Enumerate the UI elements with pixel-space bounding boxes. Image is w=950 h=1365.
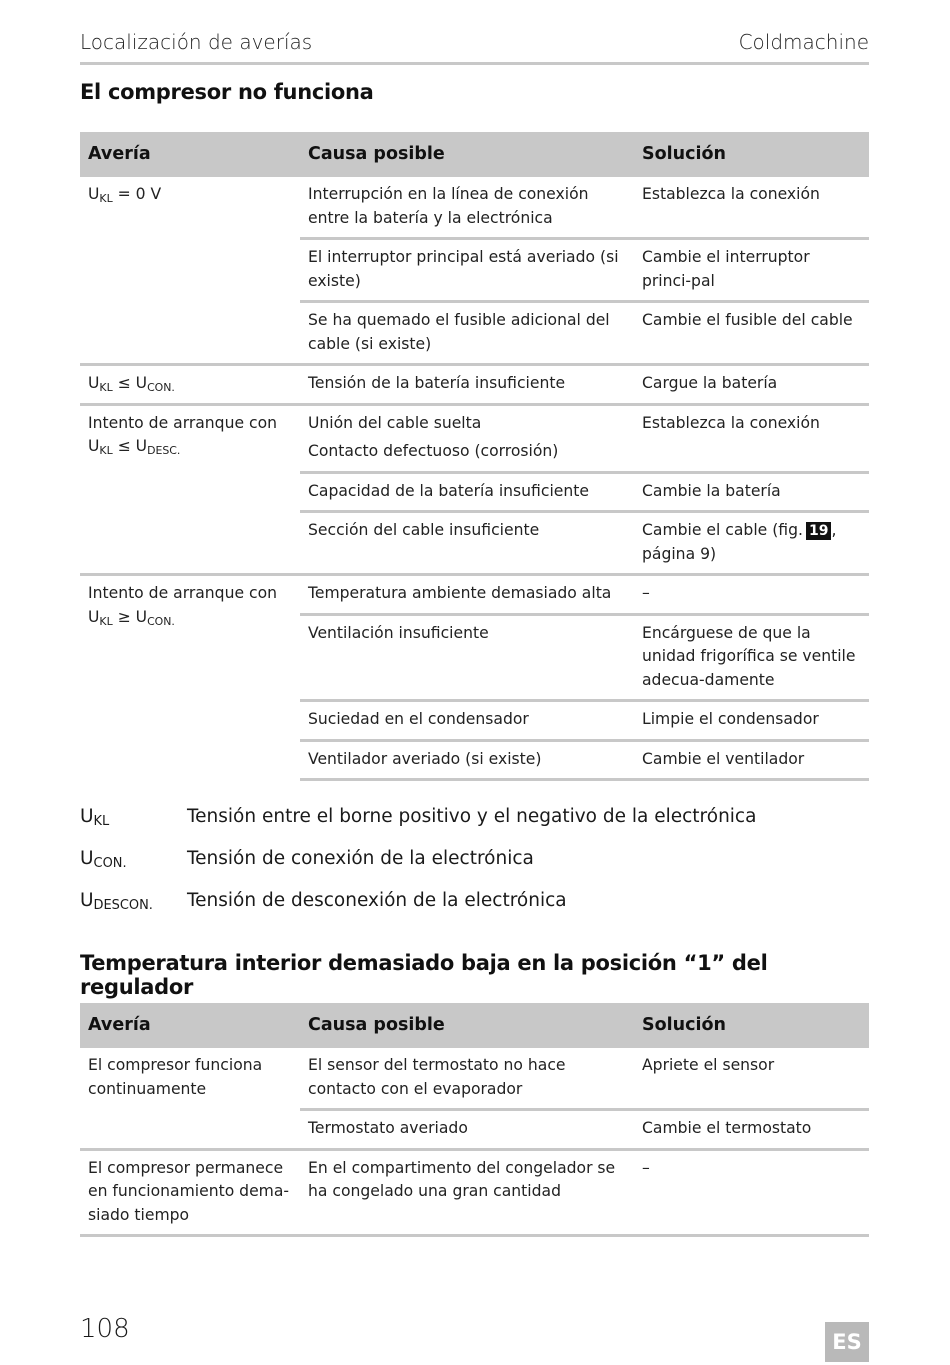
table-row xyxy=(80,177,869,239)
column-header-fault: Avería xyxy=(80,1003,300,1048)
cause-cell: En el compartimento del congelador se ha congelado una gran cantidad xyxy=(300,1149,634,1236)
cause-cell: Se ha quemado el fusible adicional del cable (si existe) xyxy=(300,302,634,365)
solution-cell: Cargue la batería xyxy=(634,365,869,405)
column-header-solution: Solución xyxy=(634,1003,869,1048)
cause-cell: Sección del cable insuficiente xyxy=(300,512,634,575)
solution-cell: – xyxy=(634,1149,869,1236)
legend-item xyxy=(80,890,869,932)
fault-cell: $U_{KL} \le U_{CON.}$ xyxy=(80,365,300,405)
fault-cell: El compresor funciona continuamente xyxy=(88,1056,263,1098)
column-header-solution: Solución xyxy=(634,132,869,177)
troubleshooting-table-compressor xyxy=(80,132,869,781)
cause-cell: Termostato averiado xyxy=(300,1110,634,1150)
table-header-row xyxy=(80,1003,869,1048)
fault-cell: El compresor permanece en funcionamiento dema-siado tiempo xyxy=(80,1149,300,1236)
manual-page xyxy=(80,0,869,1365)
header-section-title: Localización de averías xyxy=(80,30,313,54)
solution-cell: Cambie la batería xyxy=(634,472,869,512)
cause-cell: Capacidad de la batería insuficiente xyxy=(300,472,634,512)
cause-cell: El interruptor principal está averiado (si existe) xyxy=(300,239,634,302)
solution-cell: Cambie el cable (fig. 19 , página 9) xyxy=(634,512,869,575)
cause-cell: Ventilador averiado (si existe) xyxy=(300,740,634,780)
legend-description: Tensión entre el borne positivo y el negativo de la electrónica xyxy=(187,806,757,827)
solution-cell: Cambie el interruptor princi-pal xyxy=(634,239,869,302)
solution-cell: – xyxy=(634,575,869,615)
solution-cell: Apriete el sensor xyxy=(642,1056,775,1074)
legend-item xyxy=(80,848,869,890)
page-number: 108 xyxy=(80,1314,130,1344)
legend-item xyxy=(80,806,869,848)
cause-cell: Unión del cable suelta Contacto defectuoso (corrosión) xyxy=(300,404,634,472)
table-header-row xyxy=(80,132,869,177)
language-badge: ES xyxy=(825,1322,869,1362)
column-header-cause: Causa posible xyxy=(300,1003,634,1048)
solution-cell: Cambie el fusible del cable xyxy=(634,302,869,365)
cause-cell: Suciedad en el condensador xyxy=(300,701,634,741)
column-header-cause: Causa posible xyxy=(300,132,634,177)
cause-cell: Tensión de la batería insuficiente xyxy=(300,365,634,405)
solution-cell: Cambie el termostato xyxy=(634,1110,869,1150)
figure-reference-badge: 19 xyxy=(806,522,831,540)
fault-cell: $U_{KL} = 0$ V xyxy=(88,185,162,205)
page-header xyxy=(80,28,869,65)
legend-description: Tensión de desconexión de la electrónica xyxy=(187,890,567,911)
cause-cell: El sensor del termostato no hace contacto con el evaporador xyxy=(308,1056,566,1098)
column-header-fault: Avería xyxy=(80,132,300,177)
table-row xyxy=(80,1149,869,1236)
cause-cell: Ventilación insuficiente xyxy=(300,614,634,701)
table-row xyxy=(80,365,869,405)
solution-cell: Establezca la conexión xyxy=(642,185,820,203)
solution-cell: Encárguese de que la unidad frigorífica se ventile adecua-damente xyxy=(634,614,869,701)
section-title-compressor: El compresor no funciona xyxy=(80,80,374,104)
fault-cell: Intento de arranque con $U_{KL} \ge U_{CON.}$ xyxy=(80,575,300,780)
legend-description: Tensión de conexión de la electrónica xyxy=(187,848,534,869)
solution-cell: Limpie el condensador xyxy=(634,701,869,741)
solution-cell: Establezca la conexión xyxy=(634,404,869,472)
fault-cell: Intento de arranque con $U_{KL} \le U_{DESC.}$ xyxy=(80,404,300,575)
header-product-name: Coldmachine xyxy=(738,30,869,54)
section-title-low-temperature: Temperatura interior demasiado baja en la posición “1” del regulador xyxy=(80,951,768,999)
symbol-legend xyxy=(80,806,869,932)
troubleshooting-table-low-temperature xyxy=(80,1003,869,1237)
table-row xyxy=(80,1048,869,1110)
legend-symbol: $U_{CON.}$ xyxy=(80,848,127,871)
legend-symbol: $U_{KL}$ xyxy=(80,806,110,829)
cause-cell: Temperatura ambiente demasiado alta xyxy=(300,575,634,615)
cause-cell: Interrupción en la línea de conexión entre la batería y la electrónica xyxy=(308,185,589,227)
table-row xyxy=(80,575,869,615)
solution-cell: Cambie el ventilador xyxy=(634,740,869,780)
legend-symbol: $U_{DESCON.}$ xyxy=(80,890,153,913)
table-row xyxy=(80,404,869,472)
